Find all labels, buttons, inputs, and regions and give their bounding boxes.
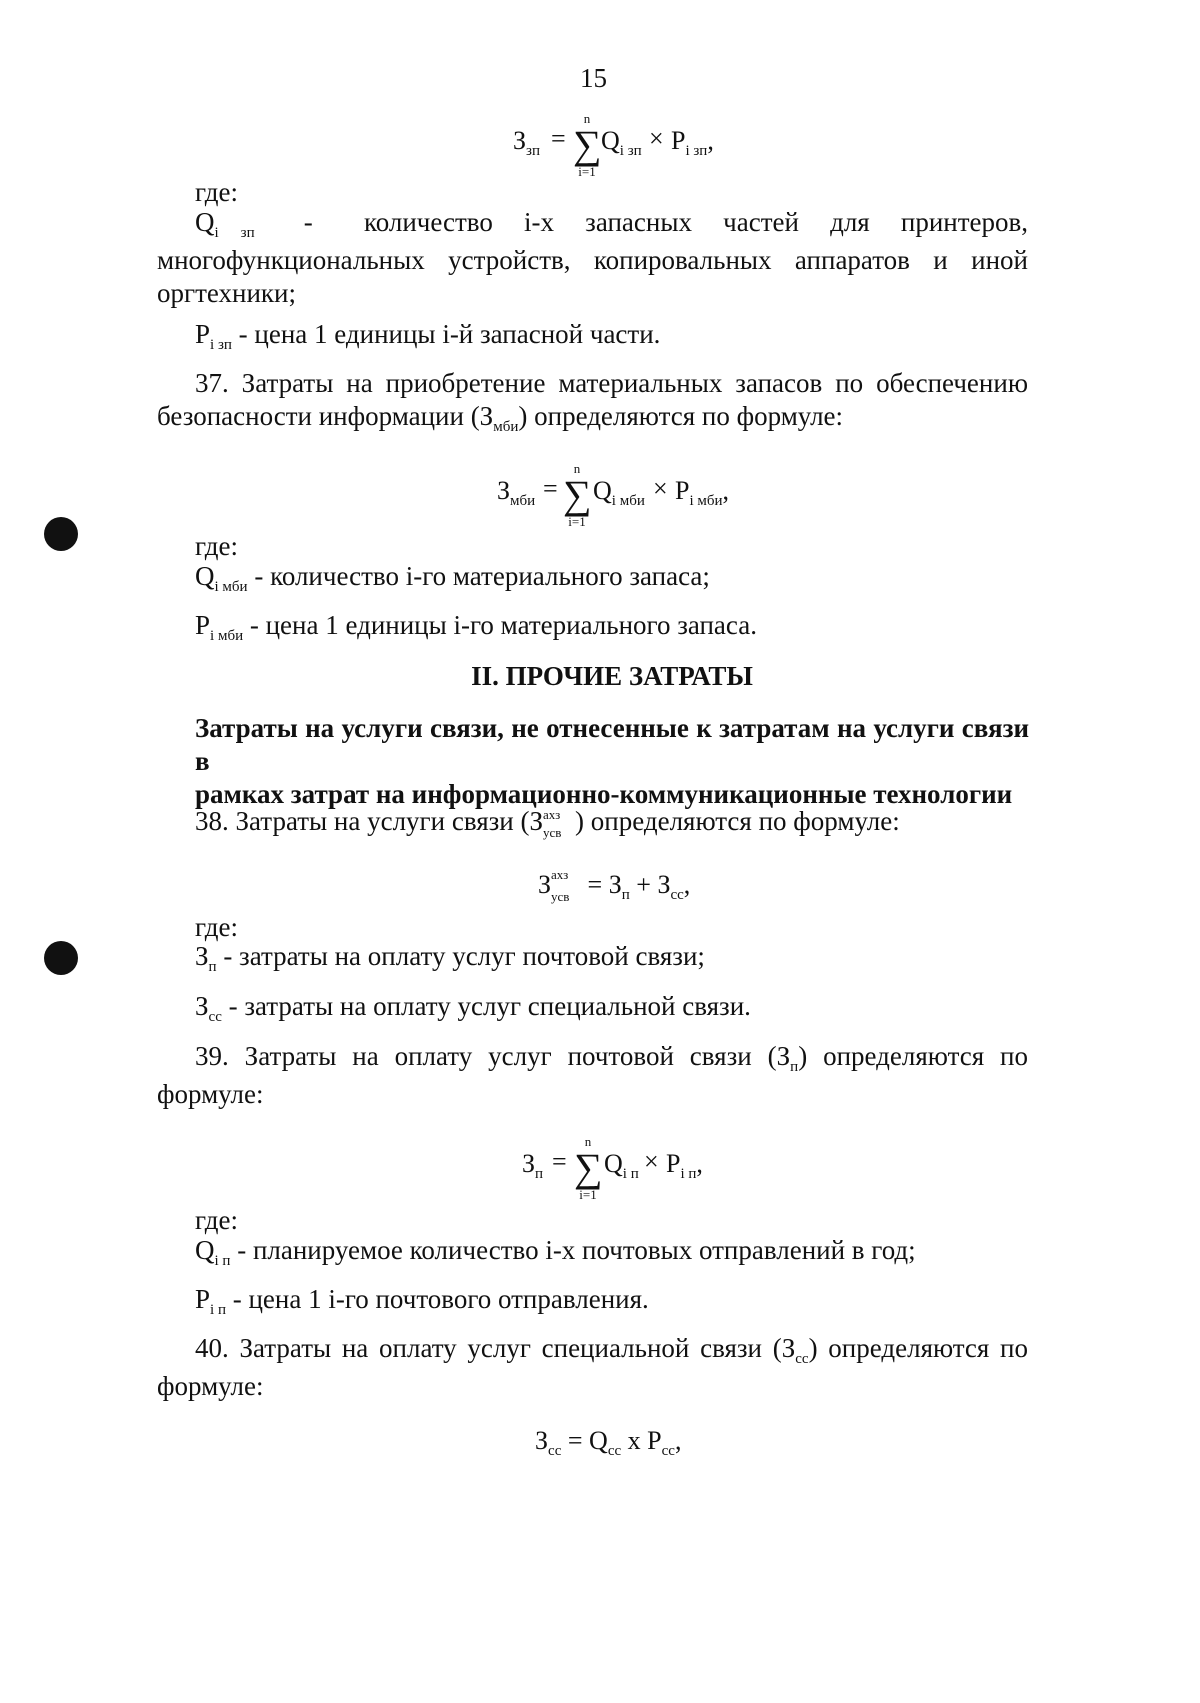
- definition-q-p: $Q_{i п}$ - планируемое количество i-х почтовых отправлений в год;: [195, 1235, 916, 1269]
- paragraph-40: 40. Затраты на оплату услуг специальной связи $(З_{сс})$ определяются по формуле:: [157, 1333, 1029, 1401]
- subsection-title: Затраты на услуги связи, не отнесенные к затратам на услуги связи в рамках затрат на информационно-коммуникационные технологии: [195, 713, 1029, 809]
- definition-zp: $З_п$ - затраты на оплату услуг почтовой связи;: [195, 941, 705, 975]
- punch-hole-top: [44, 517, 78, 551]
- sigma-symbol: ∑: [573, 122, 602, 167]
- definition-q-zp: $Q_i$ $_{зп}$ - количество i-х запасных частей для принтеров, многофункциональных устройств, копировальных аппаратов и иной оргтехники;: [157, 207, 1029, 308]
- where-label: где:: [195, 912, 238, 942]
- definition-p-mbi: $P_{i мби}$ - цена 1 единицы i-го материального запаса.: [195, 610, 757, 644]
- sigma-symbol: ∑: [563, 472, 592, 517]
- where-label: где:: [195, 177, 238, 207]
- section-title: II. ПРОЧИЕ ЗАТРАТЫ: [471, 661, 753, 691]
- where-label: где:: [195, 1205, 238, 1235]
- definition-p-zp: $P_{i зп}$ - цена 1 единицы i-й запасной части.: [195, 319, 661, 353]
- paragraph-39: 39. Затраты на оплату услуг почтовой связи $(З_п)$ определяются по формуле:: [157, 1041, 1028, 1109]
- where-label: где:: [195, 531, 238, 561]
- formula-usv: З ахз усв = $З_п + З_{сс}$,: [538, 867, 691, 904]
- page-number: 15: [580, 63, 607, 93]
- paragraph-38: 38. Затраты на услуги связи (З ахз усв ) определяются по формуле:: [195, 806, 900, 840]
- sigma-symbol: ∑: [574, 1145, 603, 1190]
- formula-cc: $З_{сс} = Q_{сс}$ x $P_{сс}$,: [535, 1426, 682, 1459]
- paragraph-37: 37. Затраты на приобретение материальных запасов по обеспечению безопасности информации $(З_{мби})$ определяются по формуле:: [157, 368, 1028, 435]
- punch-hole-bottom: [44, 941, 78, 975]
- definition-p-p: $P_{i п}$ - цена 1 i-го почтового отправления.: [195, 1284, 649, 1318]
- definition-zcc: $З_{сс}$ - затраты на оплату услуг специальной связи.: [195, 991, 751, 1025]
- definition-q-mbi: $Q_{i мби}$ - количество i-го материального запаса;: [195, 561, 710, 595]
